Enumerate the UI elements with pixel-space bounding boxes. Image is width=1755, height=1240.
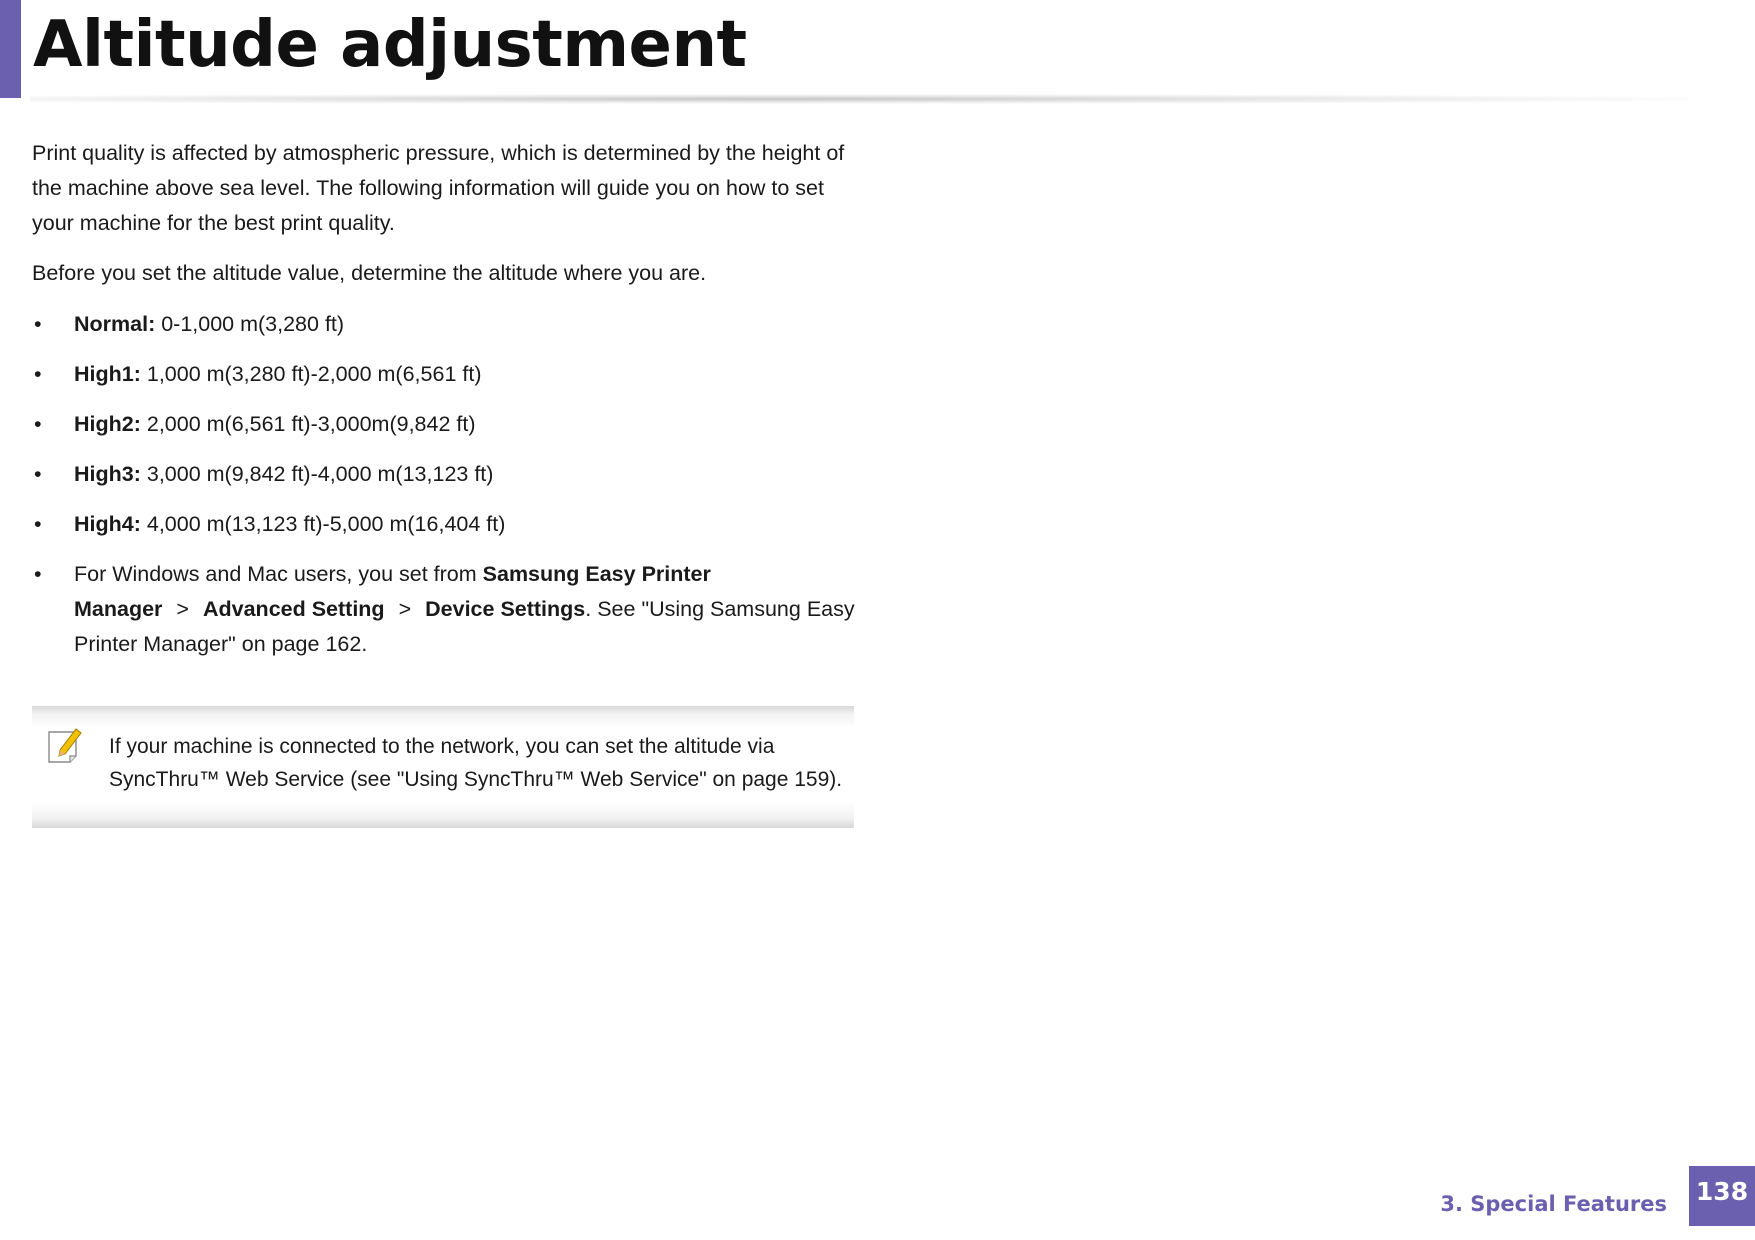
windows-mac-instruction: [32, 557, 858, 662]
menu-device-settings: Device Settings: [425, 597, 586, 621]
list-item: [32, 307, 858, 342]
page-title: Altitude adjustment: [33, 8, 747, 82]
bullet-icon: •: [34, 462, 42, 486]
altitude-label: High3:: [74, 462, 141, 486]
altitude-label: Normal:: [74, 312, 156, 336]
instruction-prefix: For Windows and Mac users, you set from: [74, 562, 483, 586]
altitude-range: 3,000 m(9,842 ft)-4,000 m(13,123 ft): [140, 462, 494, 486]
altitude-label: High1:: [74, 362, 141, 386]
list-item: [32, 357, 858, 392]
intro-paragraph-2: Before you set the altitude value, determine the altitude where you are.: [32, 261, 707, 285]
altitude-range: 1,000 m(3,280 ft)-2,000 m(6,561 ft): [140, 362, 482, 386]
altitude-range: 0-1,000 m(3,280 ft): [155, 312, 345, 336]
list-item: [32, 507, 858, 542]
bullet-icon: •: [34, 312, 42, 336]
altitude-range: 2,000 m(6,561 ft)-3,000m(9,842 ft): [140, 412, 476, 436]
bullet-icon: •: [34, 412, 42, 436]
program-name: Samsung Easy Printer Manager: [74, 562, 711, 621]
list-item: [32, 407, 858, 442]
bullet-icon: •: [34, 362, 42, 386]
note-text: If your machine is connected to the network, you can set the altitude via SyncThru™ Web Service (see "Using SyncThru™ Web Service" on page 159).: [109, 735, 843, 791]
note-box: [32, 706, 854, 828]
altitude-range: 4,000 m(13,123 ft)-5,000 m(16,404 ft): [140, 512, 506, 536]
altitude-label: High2:: [74, 412, 141, 436]
note-pencil-icon: [46, 726, 86, 766]
intro-paragraph-1: Print quality is affected by atmospheric pressure, which is determined by the height of the machine above sea level. The following information will guide you on how to set your machine for the best print quality.: [32, 141, 845, 235]
bullet-icon: •: [34, 512, 42, 536]
altitude-list: [32, 307, 858, 542]
chapter-label: 3. Special Features: [1440, 1192, 1667, 1216]
chapter-accent-bar: [0, 0, 21, 98]
list-item: [32, 457, 858, 492]
bullet-icon: •: [34, 562, 42, 586]
menu-advanced-setting: Advanced Setting: [202, 597, 385, 621]
menu-separator: >: [398, 597, 412, 621]
altitude-label: High4:: [74, 512, 141, 536]
title-divider: [30, 94, 1690, 104]
page-number: 138: [1689, 1166, 1755, 1226]
main-content: [32, 136, 858, 662]
instruction-suffix: . See "Using Samsung Easy Printer Manager" on page 162.: [74, 597, 855, 656]
menu-separator: >: [176, 597, 189, 621]
